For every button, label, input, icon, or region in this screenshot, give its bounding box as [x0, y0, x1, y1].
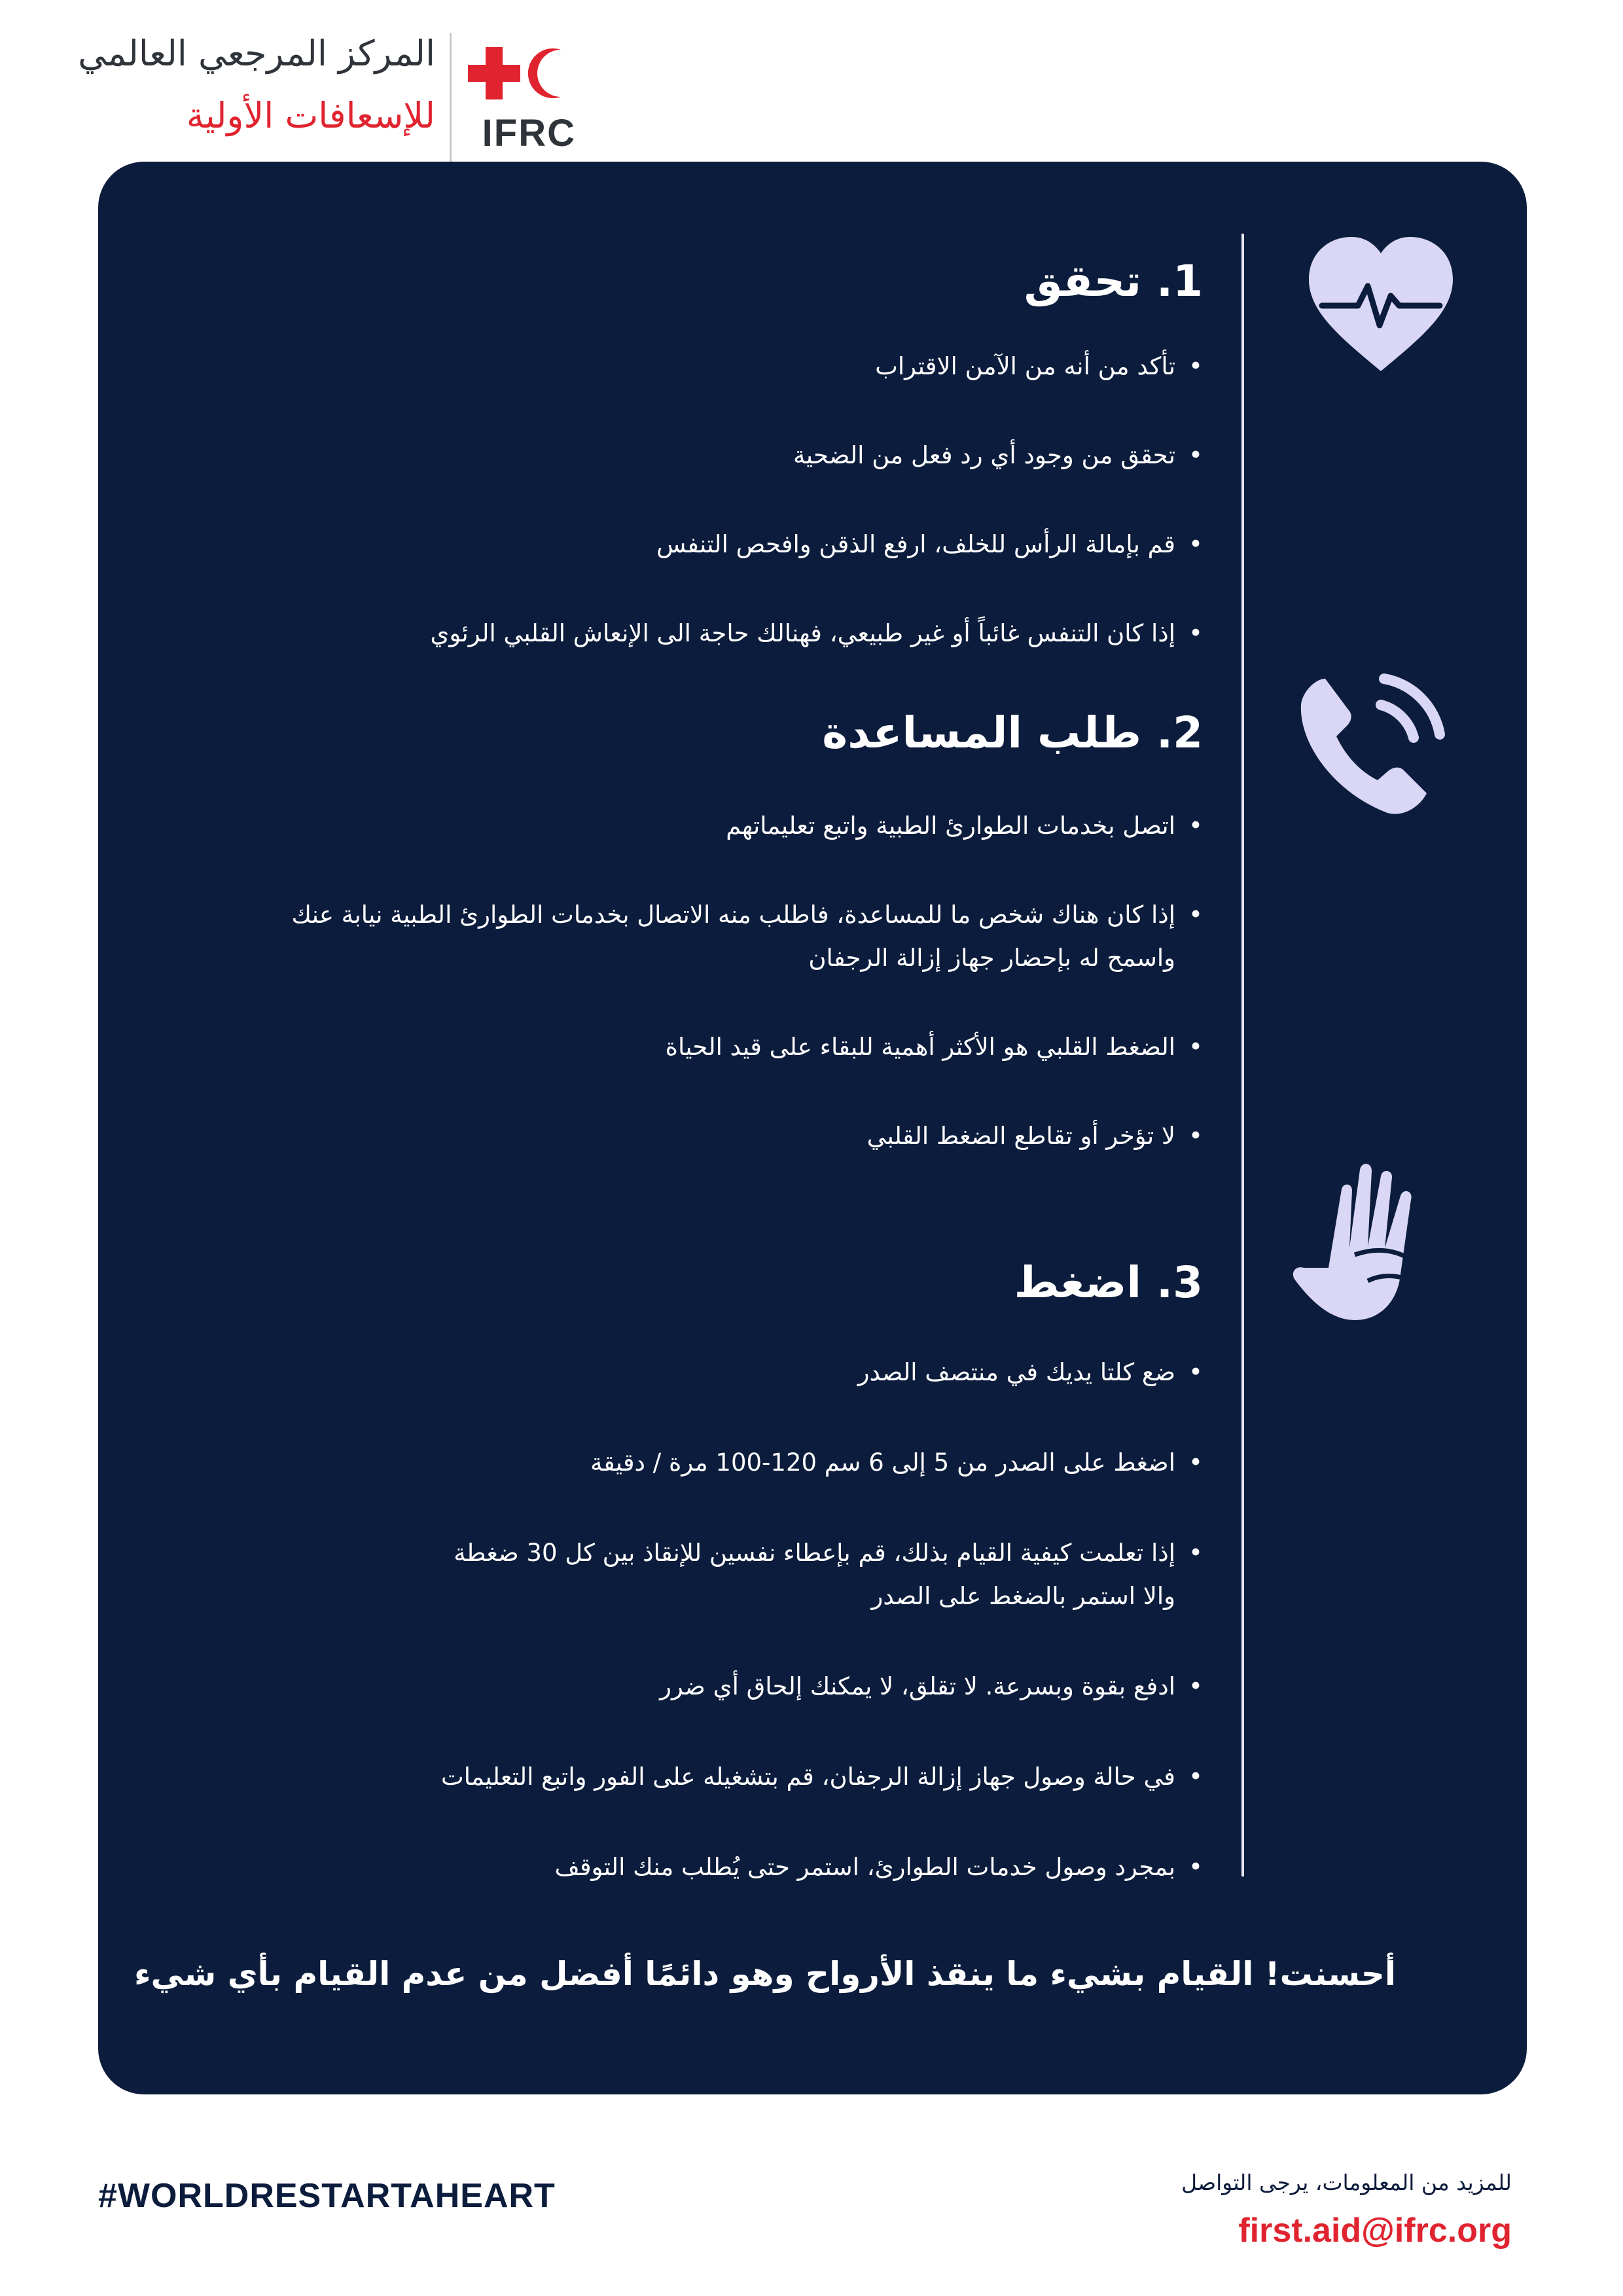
contact-email-link[interactable]: first.aid@ifrc.org — [1238, 2212, 1512, 2250]
org-name-line2: للإسعافات الأولية — [186, 95, 435, 136]
contact-label: للمزيد من المعلومات، يرجى التواصل — [1181, 2170, 1512, 2195]
list-item: • إذا تعلمت كيفية القيام بذلك، قم بإعطاء نفسين للإنقاذ بين كل 30 ضغطة والا استمر بالضغط على الصدر — [441, 1532, 1203, 1618]
call-for-help-list — [291, 804, 1203, 1204]
list-item: • إذا كان التنفس غائباً أو غير طبيعي، فهنالك حاجة الى الإنعاش القلبي الرئوي — [430, 612, 1203, 655]
ifrc-logo — [468, 33, 582, 154]
hashtag: #WORLDRESTARTAHEART — [98, 2177, 556, 2215]
list-item: • تأكد من أنه من الآمن الاقتراب — [430, 345, 1203, 388]
list-item: • في حالة وصول جهاز إزالة الرجفان، قم بتشغيله على الفور واتبع التعليمات — [441, 1755, 1203, 1799]
phone-icon — [1289, 666, 1453, 829]
list-item: • ضع كلتا يديك في منتصف الصدر — [441, 1351, 1203, 1394]
list-item: • اضغط على الصدر من 5 إلى 6 سم 120-100 مرة / دقيقة — [441, 1441, 1203, 1484]
list-item: • لا تؤخر أو تقاطع الضغط القلبي — [291, 1115, 1203, 1158]
logo-text: IFRC — [482, 112, 576, 154]
list-item: • إذا كان هناك شخص ما للمساعدة، فاطلب منه الاتصال بخدمات الطوارئ الطبية نيابة عنك واسمح له بإحضار جهاز إزالة الرجفان — [291, 893, 1203, 980]
section-title-call-for-help: 2. طلب المساعدة — [822, 708, 1203, 758]
heart-pulse-icon — [1302, 234, 1459, 378]
org-name-line1: المركز المرجعي العالمي — [78, 33, 435, 74]
hands-compression-icon — [1289, 1150, 1446, 1333]
section-title-push: 3. اضغط — [1014, 1257, 1203, 1308]
list-item: • بمجرد وصول خدمات الطوارئ، استمر حتى يُطلب منك التوقف — [441, 1846, 1203, 1889]
check-list — [430, 345, 1203, 701]
list-item: • ادفع بقوة وبسرعة. لا تقلق، لا يمكنك إلحاق أي ضرر — [441, 1665, 1203, 1708]
red-cross-icon — [468, 47, 520, 99]
list-item: • الضغط القلبي هو الأكثر أهمية للبقاء على قيد الحياة — [291, 1026, 1203, 1069]
closing-message: أحسنت! القيام بشيء ما ينقذ الأرواح وهو دائمًا أفضل من عدم القيام بأي شيء — [134, 1955, 1396, 1993]
header — [78, 20, 582, 157]
list-item: • قم بإمالة الرأس للخلف، ارفع الذقن وافحص التنفس — [430, 523, 1203, 566]
list-item: • تحقق من وجود أي رد فعل من الضحية — [430, 434, 1203, 477]
header-divider — [450, 33, 452, 164]
panel-divider — [1241, 234, 1244, 1876]
list-item: • اتصل بخدمات الطوارئ الطبية واتبع تعليماتهم — [291, 804, 1203, 848]
push-list — [441, 1351, 1203, 1936]
red-crescent-icon — [527, 47, 579, 99]
section-title-check: 1. تحقق — [1024, 256, 1203, 306]
instructions-panel — [98, 162, 1527, 2094]
